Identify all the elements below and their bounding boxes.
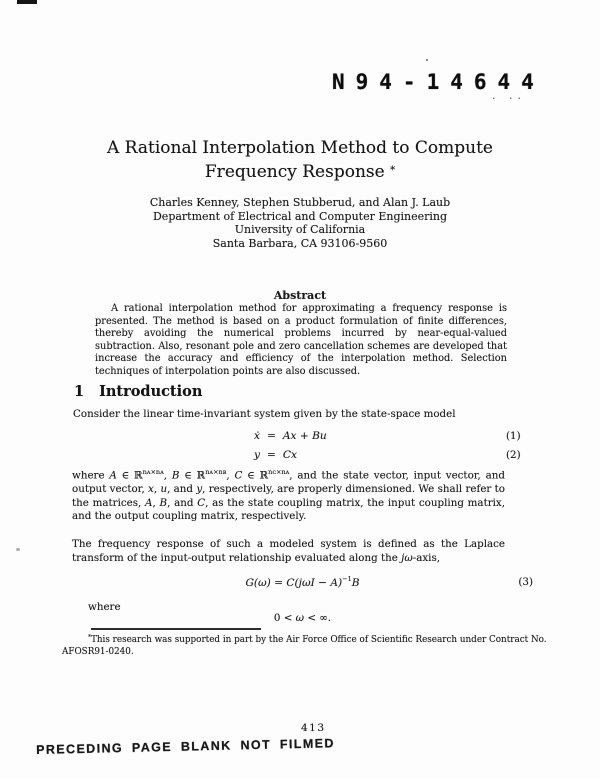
matrix-dimension-sup: nᴄ×nᴀ bbox=[268, 468, 290, 476]
equation-1-relation: = bbox=[267, 430, 276, 442]
paper-title-line-1: A Rational Interpolation Method to Compute bbox=[107, 138, 493, 158]
matrix-dimension-sup: nᴀ×nʙ bbox=[205, 468, 227, 476]
footnote-line-1: *This research was supported in part by the Air Force Office of Scientific Research under Contract No. bbox=[88, 634, 547, 645]
paragraph-frequency-response bbox=[72, 538, 505, 565]
footnote-line-2: AFOSR91-0240. bbox=[62, 646, 134, 657]
text-run: ∈ bbox=[116, 469, 135, 482]
author-address: Santa Barbara, CA 93106-9560 bbox=[212, 237, 388, 251]
text-run: , bbox=[153, 483, 161, 496]
text-run: , bbox=[163, 469, 172, 482]
text-run: , and bbox=[167, 483, 197, 496]
equation-2-relation: = bbox=[267, 449, 276, 461]
math-var: A bbox=[145, 496, 153, 509]
blackboard-R: ℝ bbox=[259, 469, 269, 482]
text-run: ∈ bbox=[242, 469, 260, 482]
text-run: ∈ bbox=[179, 469, 197, 482]
equation-2-lhs: y bbox=[254, 449, 260, 461]
text-run: , and bbox=[167, 496, 198, 509]
text-run: , respectively, are properly dimensioned. We shall refer to the matrices, bbox=[72, 483, 506, 509]
paper-title bbox=[0, 137, 600, 183]
text-run: , bbox=[152, 496, 160, 509]
paragraph-state-space-intro: Consider the linear time-invariant system given by the state-space model bbox=[73, 408, 456, 420]
equation-3-tail: B bbox=[351, 577, 360, 589]
scan-underline-dots: · ·· bbox=[492, 92, 526, 105]
equation-2-rhs: Cx bbox=[282, 449, 297, 461]
where-label: where bbox=[88, 601, 121, 613]
equation-3-exponent: −1 bbox=[342, 575, 352, 583]
matrix-dimension-sup: nᴀ×nᴀ bbox=[142, 468, 164, 476]
math-var: jω bbox=[401, 551, 413, 564]
page-number: 413 bbox=[301, 722, 326, 734]
eqnarray-state-space bbox=[247, 427, 327, 465]
section-number: 1 bbox=[74, 383, 85, 400]
scan-speck bbox=[16, 548, 20, 551]
section-title: Introduction bbox=[99, 383, 203, 400]
math-var: ω bbox=[295, 612, 305, 624]
text-run: -axis, bbox=[412, 551, 441, 564]
scan-speck bbox=[426, 59, 428, 61]
abstract-heading: Abstract bbox=[273, 289, 327, 302]
math-var: B bbox=[171, 469, 180, 482]
text-run: , and the state vector, input vector, and output vector, bbox=[72, 469, 506, 496]
math-var: A bbox=[109, 469, 117, 482]
equation-omega-range bbox=[72, 612, 533, 624]
math-var: B bbox=[159, 496, 168, 509]
equation-3-number: (3) bbox=[518, 576, 533, 588]
nasa-report-number: N94-14644 bbox=[332, 70, 545, 94]
footnote-marker-star: * bbox=[390, 164, 396, 176]
equation-3-body: G(ω) = C(jωI − A) bbox=[245, 577, 343, 589]
scan-corner-mark bbox=[17, 0, 37, 4]
math-var: u bbox=[160, 483, 168, 496]
text-run: The frequency response of such a modeled system is defined as the Laplace transform of the input-output relationship evaluated along the bbox=[72, 538, 505, 564]
equation-2 bbox=[247, 446, 327, 465]
text-run: < ∞. bbox=[304, 612, 332, 624]
author-block bbox=[0, 196, 600, 251]
equation-1-lhs: ẋ bbox=[254, 430, 260, 442]
blackboard-R: ℝ bbox=[134, 469, 143, 482]
math-var: C bbox=[234, 469, 243, 482]
paper-title-line-2: Frequency Response * bbox=[204, 161, 396, 182]
paragraph-system-matrices bbox=[72, 466, 505, 524]
footnote-rule bbox=[91, 628, 261, 630]
equation-1-number: (1) bbox=[506, 430, 521, 442]
section-heading-introduction bbox=[74, 383, 202, 400]
math-var: x bbox=[148, 483, 154, 496]
author-names: Charles Kenney, Stephen Stubberud, and Alan J. Laub bbox=[149, 196, 451, 209]
text-run: 0 < bbox=[273, 612, 296, 624]
text-run: , bbox=[226, 469, 235, 482]
equation-1-rhs: Ax + Bu bbox=[282, 430, 327, 442]
abstract-text: A rational interpolation method for approximating a frequency response is presented. The method is based on a product formulation of finite differences, thereby avoiding the numerical problems incurred by near-equal-valued subtraction. Also, resonant pole and zero cancellation schemes are developed that increase the accuracy and efficiency of the interpolation method. Selection techniques of interpolation points are also discussed. bbox=[95, 303, 507, 377]
blackboard-R: ℝ bbox=[196, 469, 206, 482]
footnote-star: * bbox=[88, 634, 91, 641]
preceding-page-blank-stamp: PRECEDING PAGE BLANK NOT FILMED bbox=[36, 736, 336, 757]
equation-3 bbox=[72, 575, 533, 589]
equation-2-number: (2) bbox=[506, 449, 521, 461]
math-var: C bbox=[197, 496, 206, 509]
author-department: Department of Electrical and Computer Engineering bbox=[152, 209, 448, 223]
math-var: y bbox=[196, 483, 203, 496]
text-run: , as the state coupling matrix, the input coupling matrix, and the output coupling matrix, respectively. bbox=[72, 496, 505, 523]
text-run: where bbox=[72, 469, 110, 482]
equation-1 bbox=[247, 427, 327, 446]
footnote bbox=[62, 632, 547, 659]
author-university: University of California bbox=[234, 223, 366, 237]
